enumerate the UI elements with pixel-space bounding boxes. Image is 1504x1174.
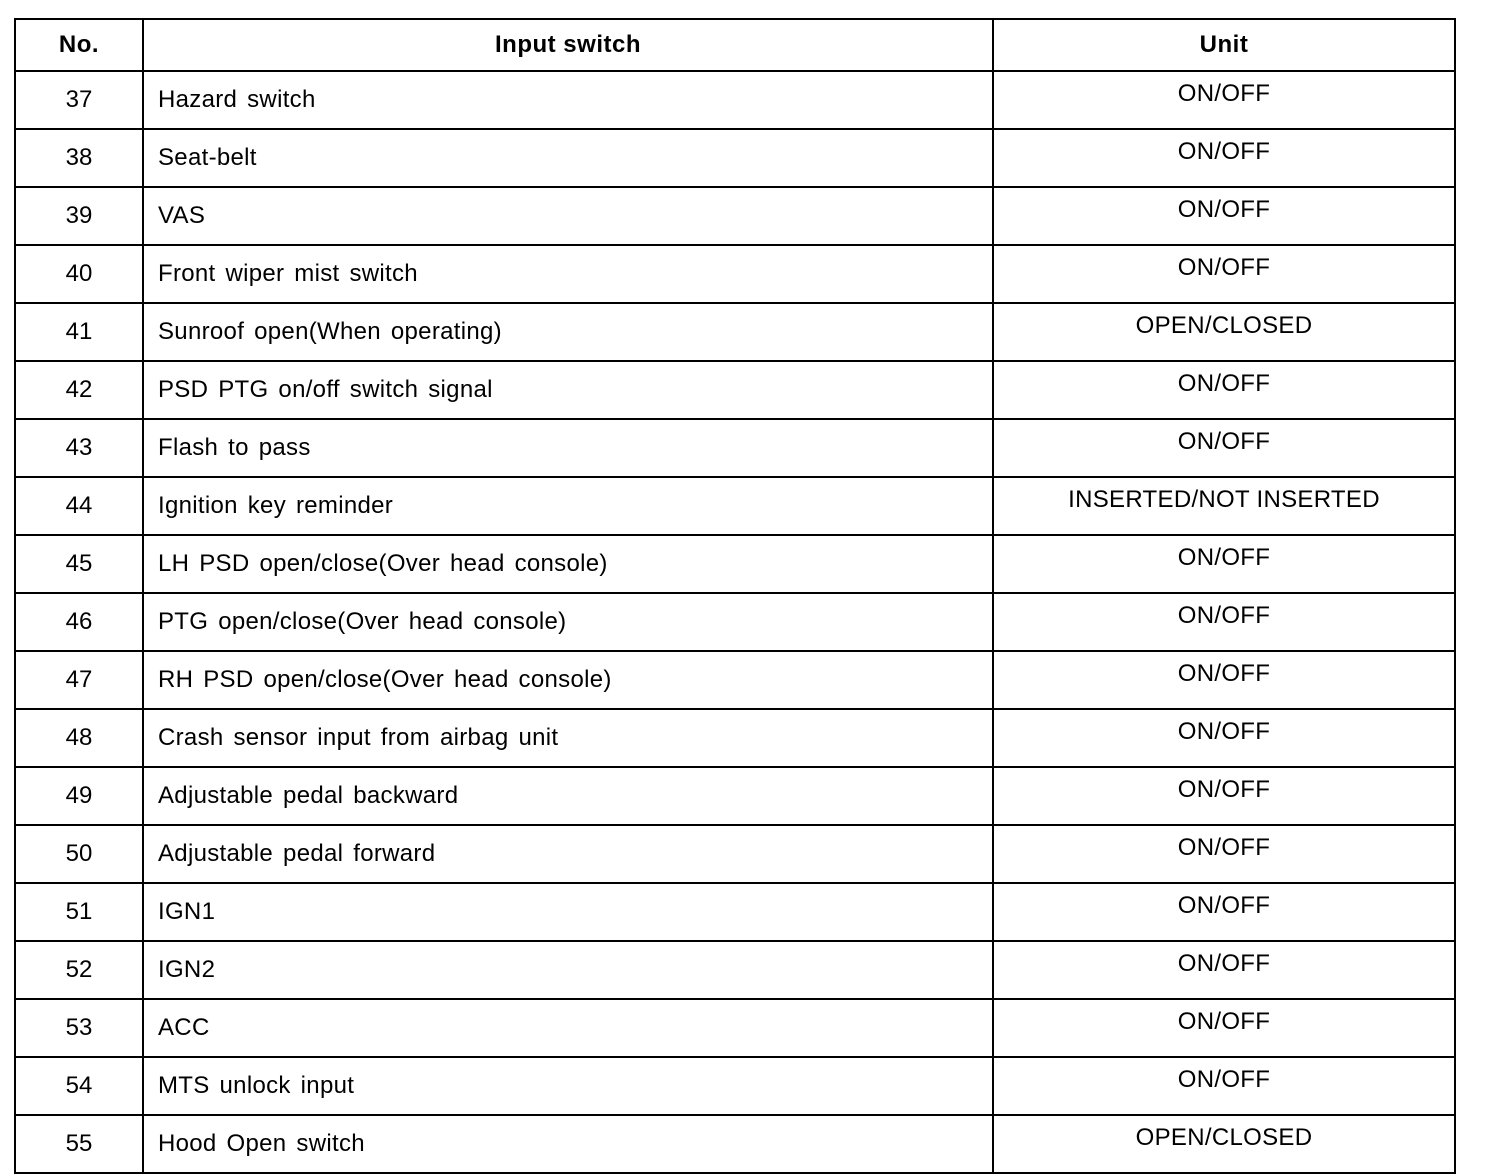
cell-no: 55: [15, 1115, 143, 1173]
cell-no: 40: [15, 245, 143, 303]
cell-input-switch: MTS unlock input: [143, 1057, 993, 1115]
cell-unit: ON/OFF: [993, 535, 1455, 593]
table-row: [15, 1115, 1455, 1173]
cell-no: 37: [15, 71, 143, 129]
cell-unit: INSERTED/NOT INSERTED: [993, 477, 1455, 535]
cell-input-switch: VAS: [143, 187, 993, 245]
cell-unit: ON/OFF: [993, 825, 1455, 883]
cell-unit: ON/OFF: [993, 651, 1455, 709]
cell-input-switch: IGN1: [143, 883, 993, 941]
input-switch-table: [14, 18, 1456, 1174]
table-row: [15, 593, 1455, 651]
cell-unit: ON/OFF: [993, 419, 1455, 477]
table-row: [15, 709, 1455, 767]
cell-unit: OPEN/CLOSED: [993, 1115, 1455, 1173]
cell-input-switch: IGN2: [143, 941, 993, 999]
table-row: [15, 477, 1455, 535]
cell-unit: ON/OFF: [993, 767, 1455, 825]
cell-no: 41: [15, 303, 143, 361]
table-row: [15, 187, 1455, 245]
cell-no: 54: [15, 1057, 143, 1115]
cell-unit: ON/OFF: [993, 883, 1455, 941]
header-row: [15, 19, 1455, 71]
cell-no: 42: [15, 361, 143, 419]
cell-unit: OPEN/CLOSED: [993, 303, 1455, 361]
table-row: [15, 651, 1455, 709]
cell-input-switch: PSD PTG on/off switch signal: [143, 361, 993, 419]
cell-no: 52: [15, 941, 143, 999]
cell-unit: ON/OFF: [993, 361, 1455, 419]
table-body: [15, 71, 1455, 1173]
cell-input-switch: Hazard switch: [143, 71, 993, 129]
cell-no: 43: [15, 419, 143, 477]
cell-no: 44: [15, 477, 143, 535]
cell-input-switch: ACC: [143, 999, 993, 1057]
cell-no: 51: [15, 883, 143, 941]
cell-input-switch: Flash to pass: [143, 419, 993, 477]
cell-unit: ON/OFF: [993, 71, 1455, 129]
cell-unit: ON/OFF: [993, 187, 1455, 245]
table-row: [15, 941, 1455, 999]
cell-unit: ON/OFF: [993, 1057, 1455, 1115]
table-row: [15, 999, 1455, 1057]
cell-no: 50: [15, 825, 143, 883]
cell-unit: ON/OFF: [993, 999, 1455, 1057]
cell-unit: ON/OFF: [993, 245, 1455, 303]
cell-input-switch: Seat-belt: [143, 129, 993, 187]
cell-no: 48: [15, 709, 143, 767]
table-row: [15, 245, 1455, 303]
header-unit: Unit: [993, 19, 1455, 71]
cell-input-switch: PTG open/close(Over head console): [143, 593, 993, 651]
cell-input-switch: Hood Open switch: [143, 1115, 993, 1173]
cell-unit: ON/OFF: [993, 129, 1455, 187]
cell-no: 47: [15, 651, 143, 709]
table-row: [15, 1057, 1455, 1115]
table-row: [15, 419, 1455, 477]
cell-no: 45: [15, 535, 143, 593]
cell-no: 38: [15, 129, 143, 187]
table-row: [15, 535, 1455, 593]
header-input-switch: Input switch: [143, 19, 993, 71]
cell-input-switch: RH PSD open/close(Over head console): [143, 651, 993, 709]
header-no: No.: [15, 19, 143, 71]
table-row: [15, 767, 1455, 825]
cell-unit: ON/OFF: [993, 709, 1455, 767]
table-header: [15, 19, 1455, 71]
cell-no: 39: [15, 187, 143, 245]
cell-input-switch: LH PSD open/close(Over head console): [143, 535, 993, 593]
table-row: [15, 361, 1455, 419]
table-row: [15, 303, 1455, 361]
table-row: [15, 129, 1455, 187]
cell-input-switch: Ignition key reminder: [143, 477, 993, 535]
cell-input-switch: Adjustable pedal backward: [143, 767, 993, 825]
cell-input-switch: Front wiper mist switch: [143, 245, 993, 303]
cell-unit: ON/OFF: [993, 593, 1455, 651]
table-row: [15, 883, 1455, 941]
cell-no: 46: [15, 593, 143, 651]
input-switch-table-container: [14, 18, 1454, 1174]
cell-input-switch: Adjustable pedal forward: [143, 825, 993, 883]
table-row: [15, 825, 1455, 883]
cell-no: 49: [15, 767, 143, 825]
cell-no: 53: [15, 999, 143, 1057]
cell-input-switch: Crash sensor input from airbag unit: [143, 709, 993, 767]
cell-unit: ON/OFF: [993, 941, 1455, 999]
cell-input-switch: Sunroof open(When operating): [143, 303, 993, 361]
table-row: [15, 71, 1455, 129]
